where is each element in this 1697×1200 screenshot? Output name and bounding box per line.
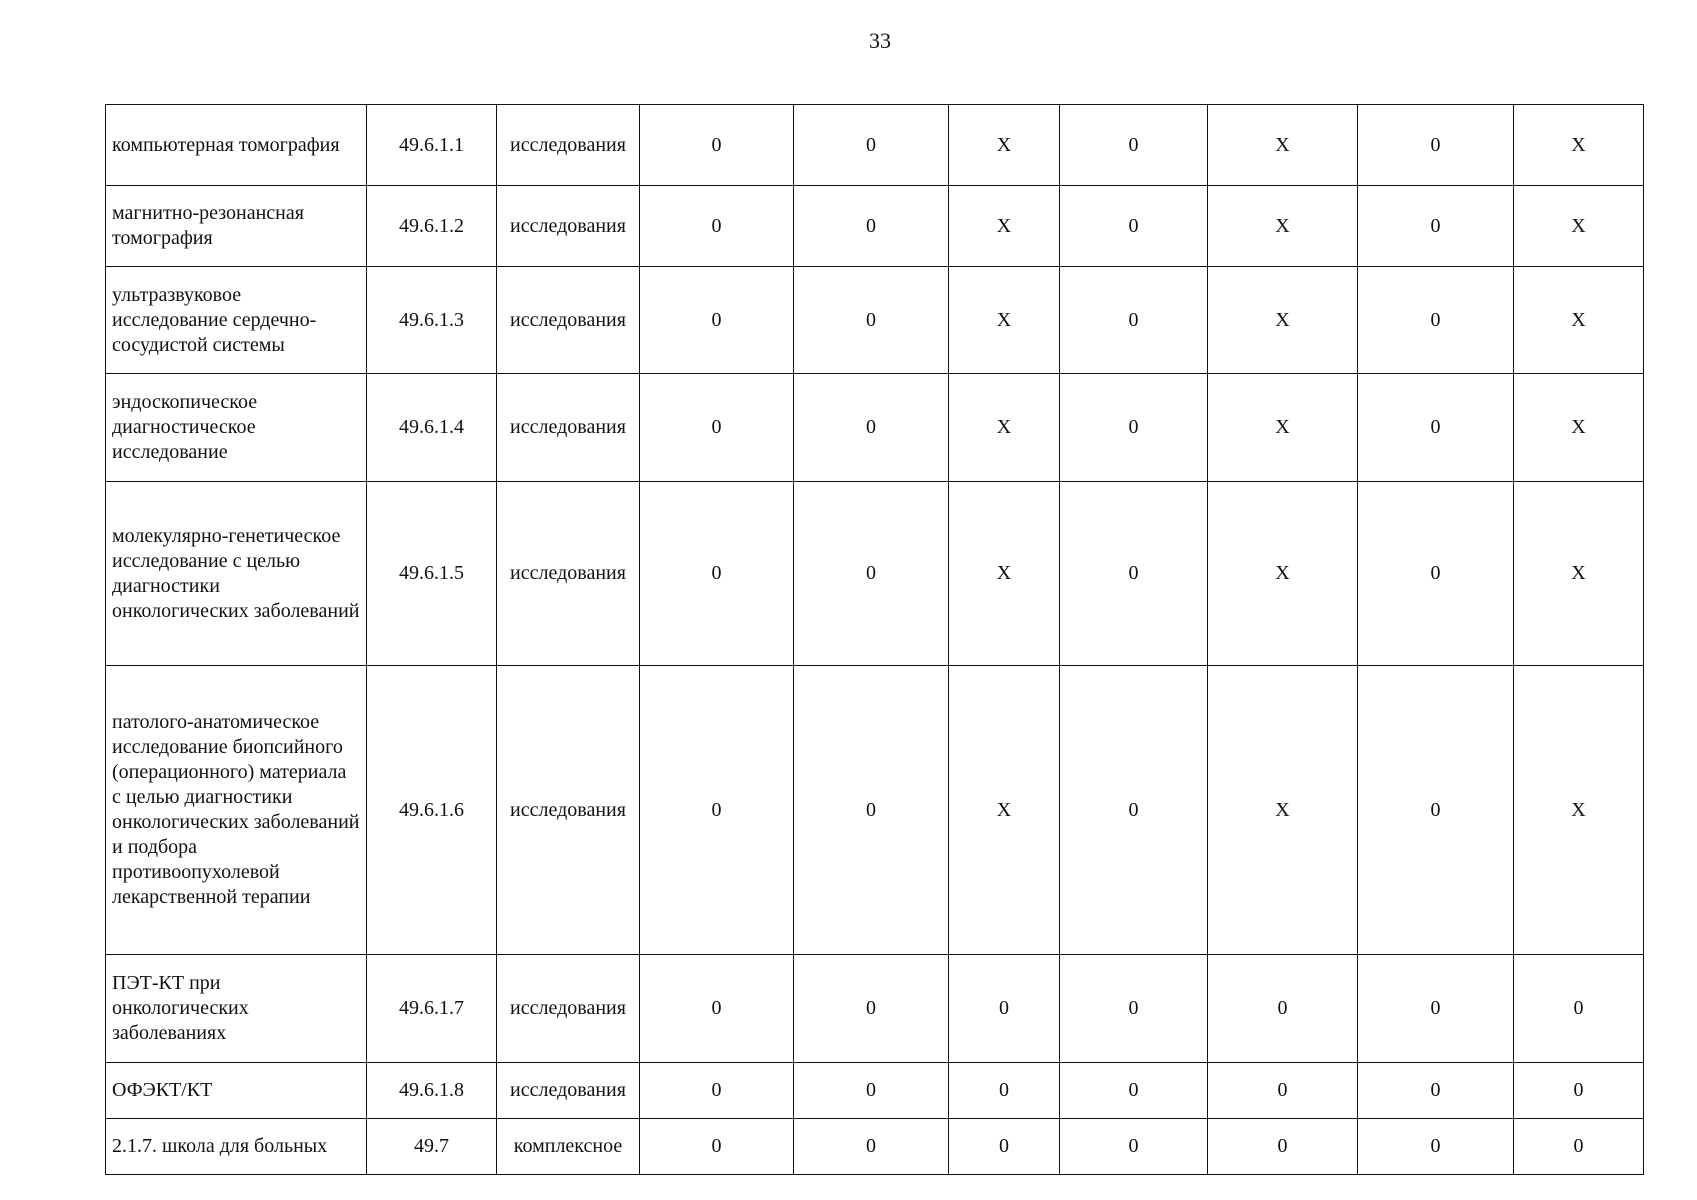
value-cell-3: X (949, 666, 1060, 955)
value-cell-1: 0 (640, 955, 794, 1063)
table-row (106, 105, 1644, 186)
value-cell-6: 0 (1358, 955, 1514, 1063)
row-unit-cell: исследования (497, 267, 640, 374)
value-cell-4: 0 (1060, 267, 1208, 374)
value-cell-3: X (949, 482, 1060, 666)
value-cell-2: 0 (794, 186, 949, 267)
row-code-cell: 49.6.1.7 (367, 955, 497, 1063)
value-cell-6: 0 (1358, 1119, 1514, 1175)
row-unit-cell: исследования (497, 105, 640, 186)
value-cell-4: 0 (1060, 482, 1208, 666)
value-cell-7: X (1514, 482, 1644, 666)
value-cell-6: 0 (1358, 267, 1514, 374)
value-cell-5: X (1208, 186, 1358, 267)
data-table (105, 104, 1644, 1175)
value-cell-3: X (949, 105, 1060, 186)
value-cell-7: 0 (1514, 1119, 1644, 1175)
row-code-cell: 49.6.1.4 (367, 374, 497, 482)
table-body (106, 105, 1644, 1175)
row-code-cell: 49.6.1.2 (367, 186, 497, 267)
row-name-cell: ОФЭКТ/КТ (106, 1063, 367, 1119)
row-name-cell: эндоскопическое диагностическое исследование (106, 374, 367, 482)
value-cell-2: 0 (794, 374, 949, 482)
value-cell-5: X (1208, 267, 1358, 374)
value-cell-2: 0 (794, 955, 949, 1063)
value-cell-1: 0 (640, 1119, 794, 1175)
value-cell-5: 0 (1208, 1119, 1358, 1175)
row-name-cell: молекулярно-генетическое исследование с целью диагностики онкологических заболеваний (106, 482, 367, 666)
value-cell-7: 0 (1514, 955, 1644, 1063)
row-name-cell: компьютерная томография (106, 105, 367, 186)
value-cell-2: 0 (794, 482, 949, 666)
value-cell-2: 0 (794, 105, 949, 186)
row-name-cell: патолого-анатомическое исследование биопсийного (операционного) материала с целью диагностики онкологических заболеваний и подбора противоопухолевой лекарственной терапии (106, 666, 367, 955)
value-cell-6: 0 (1358, 666, 1514, 955)
value-cell-5: X (1208, 666, 1358, 955)
value-cell-2: 0 (794, 1119, 949, 1175)
value-cell-4: 0 (1060, 1119, 1208, 1175)
table-row (106, 267, 1644, 374)
value-cell-6: 0 (1358, 374, 1514, 482)
value-cell-4: 0 (1060, 374, 1208, 482)
value-cell-4: 0 (1060, 955, 1208, 1063)
row-unit-cell: комплексное (497, 1119, 640, 1175)
row-unit-cell: исследования (497, 666, 640, 955)
row-code-cell: 49.6.1.1 (367, 105, 497, 186)
value-cell-3: X (949, 186, 1060, 267)
value-cell-3: X (949, 267, 1060, 374)
table-row (106, 374, 1644, 482)
value-cell-7: X (1514, 666, 1644, 955)
value-cell-5: X (1208, 105, 1358, 186)
row-name-cell: ультразвуковое исследование сердечно-сосудистой системы (106, 267, 367, 374)
value-cell-4: 0 (1060, 186, 1208, 267)
value-cell-2: 0 (794, 666, 949, 955)
value-cell-1: 0 (640, 186, 794, 267)
value-cell-7: X (1514, 105, 1644, 186)
value-cell-4: 0 (1060, 105, 1208, 186)
row-unit-cell: исследования (497, 1063, 640, 1119)
table-row (106, 1119, 1644, 1175)
row-code-cell: 49.6.1.3 (367, 267, 497, 374)
value-cell-1: 0 (640, 105, 794, 186)
value-cell-3: 0 (949, 1119, 1060, 1175)
value-cell-7: X (1514, 267, 1644, 374)
row-unit-cell: исследования (497, 186, 640, 267)
table-row (106, 482, 1644, 666)
value-cell-7: X (1514, 186, 1644, 267)
row-name-cell: магнитно-резонансная томография (106, 186, 367, 267)
row-unit-cell: исследования (497, 482, 640, 666)
value-cell-4: 0 (1060, 1063, 1208, 1119)
value-cell-2: 0 (794, 1063, 949, 1119)
value-cell-6: 0 (1358, 186, 1514, 267)
row-name-cell: ПЭТ-КТ при онкологических заболеваниях (106, 955, 367, 1063)
value-cell-6: 0 (1358, 1063, 1514, 1119)
value-cell-2: 0 (794, 267, 949, 374)
value-cell-1: 0 (640, 267, 794, 374)
value-cell-7: 0 (1514, 1063, 1644, 1119)
table-row (106, 186, 1644, 267)
value-cell-5: X (1208, 374, 1358, 482)
value-cell-6: 0 (1358, 105, 1514, 186)
value-cell-1: 0 (640, 482, 794, 666)
row-name-cell: 2.1.7. школа для больных (106, 1119, 367, 1175)
value-cell-7: X (1514, 374, 1644, 482)
document-table-container (105, 104, 1643, 1175)
value-cell-5: 0 (1208, 1063, 1358, 1119)
value-cell-6: 0 (1358, 482, 1514, 666)
table-row (106, 955, 1644, 1063)
row-code-cell: 49.7 (367, 1119, 497, 1175)
value-cell-3: X (949, 374, 1060, 482)
row-code-cell: 49.6.1.5 (367, 482, 497, 666)
value-cell-3: 0 (949, 955, 1060, 1063)
value-cell-1: 0 (640, 666, 794, 955)
table-row (106, 666, 1644, 955)
row-unit-cell: исследования (497, 374, 640, 482)
row-code-cell: 49.6.1.6 (367, 666, 497, 955)
value-cell-5: 0 (1208, 955, 1358, 1063)
row-code-cell: 49.6.1.8 (367, 1063, 497, 1119)
value-cell-5: X (1208, 482, 1358, 666)
row-unit-cell: исследования (497, 955, 640, 1063)
page-number: 33 (869, 28, 891, 53)
value-cell-1: 0 (640, 374, 794, 482)
table-row (106, 1063, 1644, 1119)
value-cell-1: 0 (640, 1063, 794, 1119)
value-cell-3: 0 (949, 1063, 1060, 1119)
value-cell-4: 0 (1060, 666, 1208, 955)
